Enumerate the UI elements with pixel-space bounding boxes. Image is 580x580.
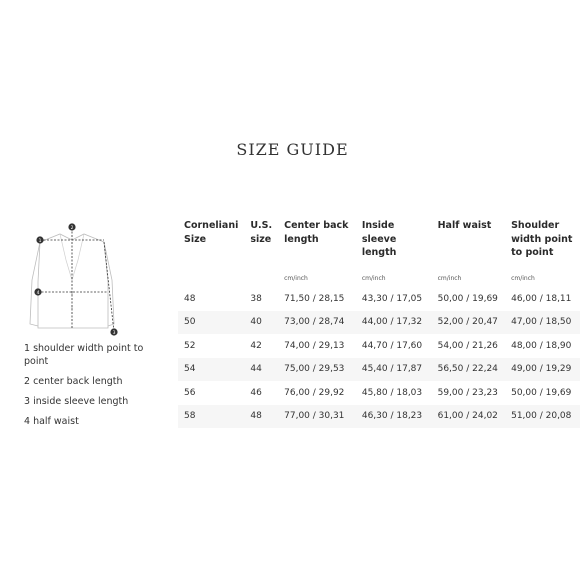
table-cell: 59,00 / 23,23 xyxy=(437,387,498,398)
table-header-row xyxy=(178,219,580,275)
column-header: U.S. size xyxy=(250,220,273,245)
page-title: SIZE GUIDE xyxy=(236,140,349,159)
column-header: Center back length xyxy=(284,220,349,245)
marker-4 xyxy=(34,288,41,296)
column-header: Inside sleeve length xyxy=(361,220,397,258)
svg-text:4: 4 xyxy=(36,291,40,296)
table-cell: 77,00 / 30,31 xyxy=(278,405,356,429)
table-cell: 48 xyxy=(184,293,196,304)
marker-3 xyxy=(110,328,117,336)
jacket-outline-icon xyxy=(22,220,122,340)
svg-text:2: 2 xyxy=(70,226,74,231)
marker-2 xyxy=(68,223,75,231)
unit-row xyxy=(178,275,580,287)
unit-label: cm/inch xyxy=(284,275,308,282)
table-cell: 52 xyxy=(184,340,196,351)
table-cell: 71,50 / 28,15 xyxy=(284,293,345,304)
marker-1 xyxy=(36,236,43,244)
table-cell: 44,00 / 17,32 xyxy=(356,311,432,335)
table-cell: 74,00 / 29,13 xyxy=(284,340,345,351)
table-cell: 54,00 / 21,26 xyxy=(437,340,498,351)
table-row xyxy=(178,381,580,405)
table-cell: 76,00 / 29,92 xyxy=(284,387,345,398)
table-cell: 45,80 / 18,03 xyxy=(361,387,423,398)
unit-label: cm/inch xyxy=(361,275,386,282)
table-row xyxy=(178,358,580,382)
table-cell: 56 xyxy=(184,387,196,398)
table-cell: 47,00 / 18,50 xyxy=(505,311,580,335)
table-cell: 44,70 / 17,60 xyxy=(361,340,423,351)
table-cell: 73,00 / 28,74 xyxy=(278,311,356,335)
table-cell: 52,00 / 20,47 xyxy=(432,311,505,335)
table-row xyxy=(178,311,580,335)
table-cell: 49,00 / 19,29 xyxy=(505,358,580,382)
jacket-diagram xyxy=(22,220,122,340)
table-cell: 50 xyxy=(178,311,244,335)
column-header: Corneliani Size xyxy=(184,220,239,245)
table-row xyxy=(178,405,580,429)
table-cell: 38 xyxy=(250,293,262,304)
svg-text:1: 1 xyxy=(38,239,42,244)
table-cell: 50,00 / 19,69 xyxy=(511,387,572,398)
column-header: Shoulder width point to point xyxy=(511,220,573,258)
unit-label: cm/inch xyxy=(511,275,535,282)
table-cell: 51,00 / 20,08 xyxy=(505,405,580,429)
table-cell: 46,30 / 18,23 xyxy=(356,405,432,429)
table-cell: 40 xyxy=(244,311,278,335)
size-table xyxy=(178,219,580,428)
legend-item: 3 inside sleeve length xyxy=(24,396,129,407)
table-cell: 48,00 / 18,90 xyxy=(511,340,572,351)
legend-item: 4 half waist xyxy=(24,416,79,427)
table-cell: 46 xyxy=(250,387,262,398)
table-row xyxy=(178,287,580,311)
table-cell: 44 xyxy=(244,358,278,382)
unit-label xyxy=(244,275,278,287)
unit-label xyxy=(178,275,244,287)
table-cell: 75,00 / 29,53 xyxy=(278,358,356,382)
svg-text:3: 3 xyxy=(112,331,116,336)
table-cell: 54 xyxy=(178,358,244,382)
table-cell: 56,50 / 22,24 xyxy=(432,358,505,382)
table-cell: 43,30 / 17,05 xyxy=(361,293,423,304)
table-cell: 50,00 / 19,69 xyxy=(437,293,498,304)
table-row xyxy=(178,334,580,358)
unit-label: cm/inch xyxy=(437,275,462,282)
table-cell: 48 xyxy=(244,405,278,429)
table-cell: 61,00 / 24,02 xyxy=(432,405,505,429)
legend-item: 2 center back length xyxy=(24,376,123,387)
legend-item: 1 shoulder width point to point xyxy=(24,343,144,367)
table-cell: 42 xyxy=(250,340,262,351)
table-cell: 46,00 / 18,11 xyxy=(511,293,572,304)
table-cell: 58 xyxy=(178,405,244,429)
table-cell: 45,40 / 17,87 xyxy=(356,358,432,382)
measurement-legend xyxy=(24,342,164,435)
column-header: Half waist xyxy=(437,220,492,231)
